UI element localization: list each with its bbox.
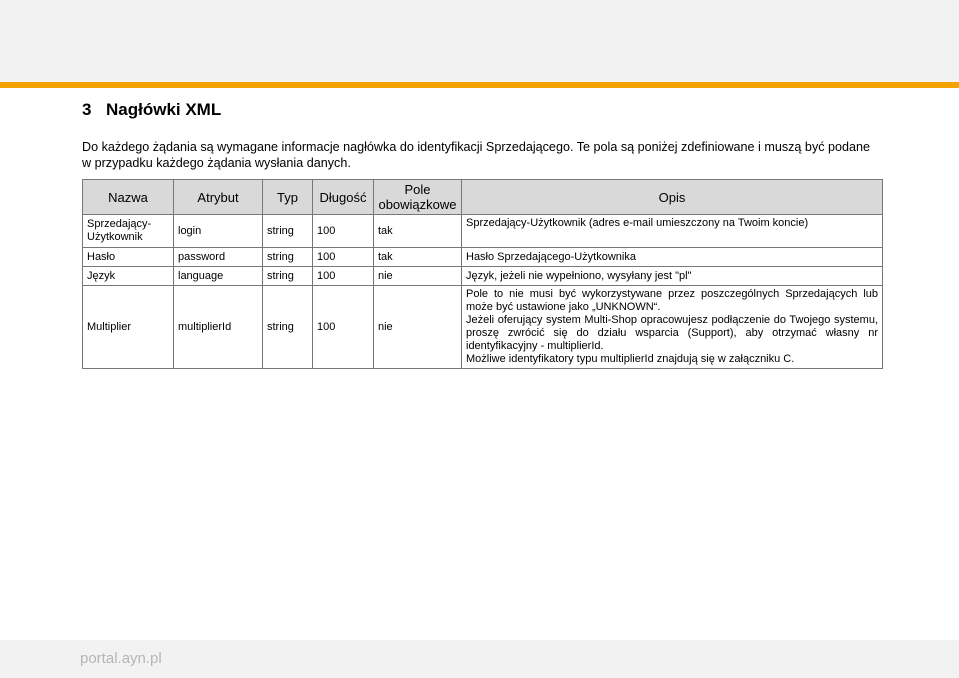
cell-nazwa: Multiplier: [83, 286, 174, 369]
header-pole: Pole obowiązkowe: [374, 180, 462, 215]
header-nazwa: Nazwa: [83, 180, 174, 215]
cell-typ: string: [263, 248, 313, 267]
cell-opis: Sprzedający-Użytkownik (adres e-mail umieszczony na Twoim koncie): [462, 215, 883, 248]
cell-typ: string: [263, 267, 313, 286]
cell-nazwa: Sprzedający-Użytkownik: [83, 215, 174, 248]
cell-dlugosc: 100: [313, 248, 374, 267]
header-opis: Opis: [462, 180, 883, 215]
cell-dlugosc: 100: [313, 286, 374, 369]
header-atrybut: Atrybut: [174, 180, 263, 215]
cell-pole: tak: [374, 248, 462, 267]
cell-atrybut: multiplierId: [174, 286, 263, 369]
cell-nazwa: Język: [83, 267, 174, 286]
cell-pole: nie: [374, 267, 462, 286]
opis-line: Możliwe identyfikatory typu multiplierId znajdują się w załączniku C.: [466, 353, 795, 365]
cell-typ: string: [263, 286, 313, 369]
cell-atrybut: password: [174, 248, 263, 267]
table-header-row: [83, 180, 883, 215]
table-row: [83, 248, 883, 267]
section-title: Nagłówki XML: [106, 100, 222, 119]
cell-opis: [462, 286, 883, 369]
cell-pole: nie: [374, 286, 462, 369]
cell-nazwa: Hasło: [83, 248, 174, 267]
cell-typ: string: [263, 215, 313, 248]
header-band: [0, 0, 959, 82]
cell-pole: tak: [374, 215, 462, 248]
section-heading: [82, 100, 221, 120]
footer-site-name: portal.ayn.pl: [80, 650, 162, 667]
intro-paragraph: Do każdego żądania są wymagane informacje nagłówka do identyfikacji Sprzedającego. Te pola są poniżej zdefiniowane i muszą być podane w przypadku każdego żądania wysłania danych.: [82, 140, 871, 170]
opis-line: Pole to nie musi być wykorzystywane przez poszczególnych Sprzedających lub może być ustawione jako „UNKNOWN“.: [466, 288, 878, 313]
cell-opis: Hasło Sprzedającego-Użytkownika: [462, 248, 883, 267]
table-row: [83, 215, 883, 248]
accent-bar: [0, 82, 959, 88]
cell-dlugosc: 100: [313, 215, 374, 248]
table-row: [83, 267, 883, 286]
cell-opis: Język, jeżeli nie wypełniono, wysyłany jest "pl": [462, 267, 883, 286]
header-typ: Typ: [263, 180, 313, 215]
table-row: [83, 286, 883, 369]
cell-atrybut: login: [174, 215, 263, 248]
cell-atrybut: language: [174, 267, 263, 286]
opis-line: Jeżeli oferujący system Multi-Shop opracowujesz podłączenie do Twojego systemu, proszę zwrócić się do działu wsparcia (Support), aby otrzymać własny nr identyfikacyjny - multiplierId.: [466, 314, 878, 352]
xml-headers-table: [82, 179, 883, 369]
cell-dlugosc: 100: [313, 267, 374, 286]
header-dlugosc: Długość: [313, 180, 374, 215]
section-number: 3: [82, 100, 92, 119]
